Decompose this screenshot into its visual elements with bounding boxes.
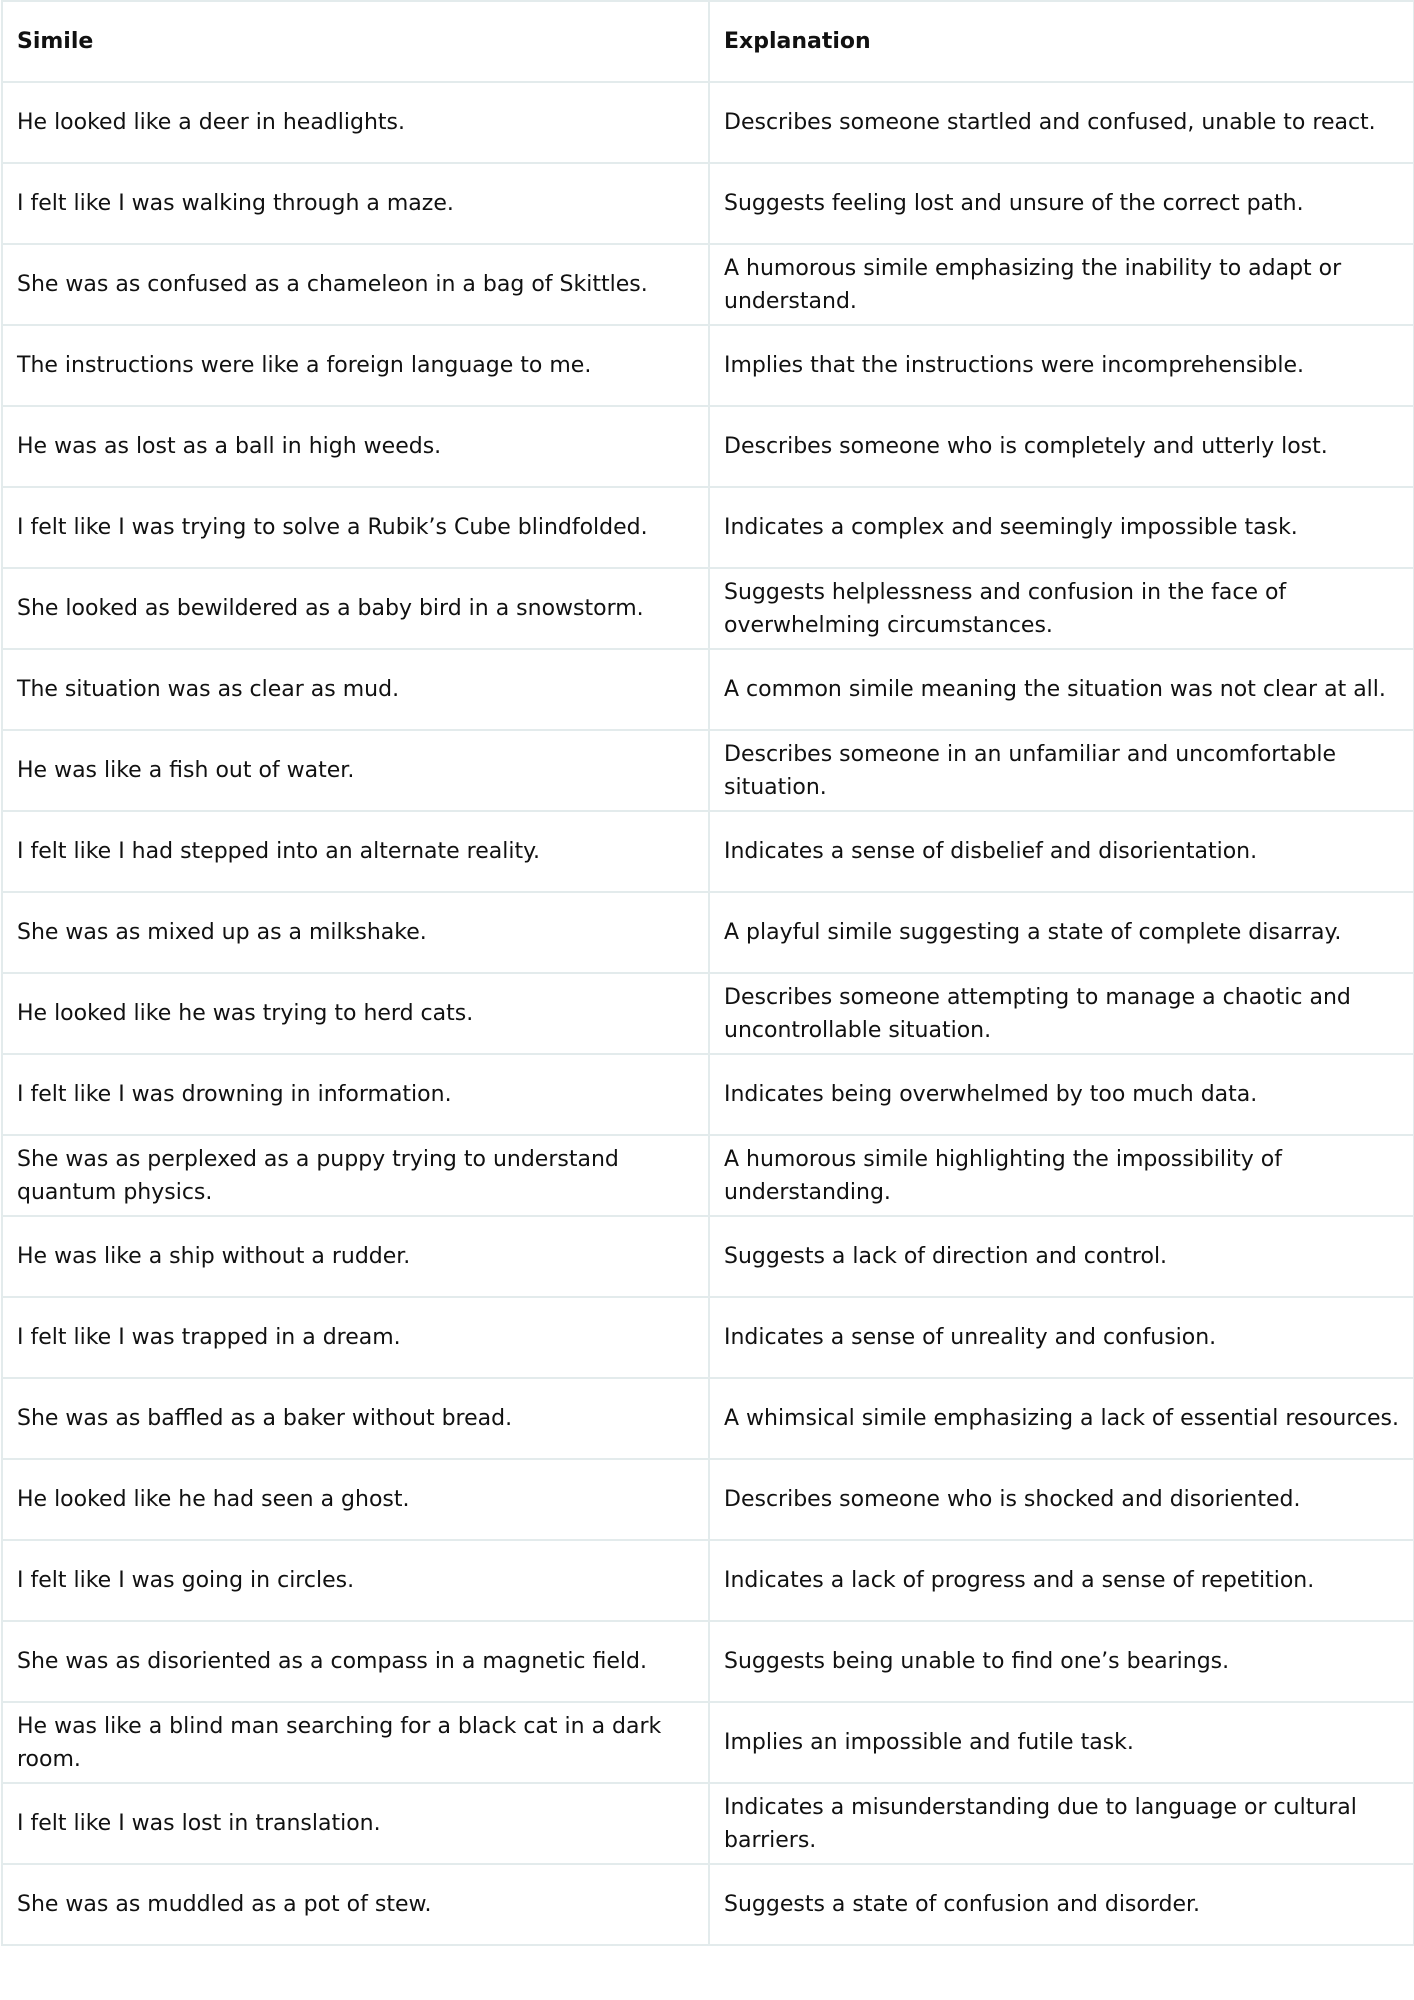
table-row <box>2 1135 1414 1216</box>
simile-cell: He was like a blind man searching for a black cat in a dark room. <box>2 1702 709 1783</box>
simile-cell: The situation was as clear as mud. <box>2 649 709 730</box>
simile-cell: I felt like I was going in circles. <box>2 1540 709 1621</box>
simile-cell: He was like a ship without a rudder. <box>2 1216 709 1297</box>
table-row <box>2 406 1414 487</box>
table-row <box>2 244 1414 325</box>
explanation-cell: Suggests a state of confusion and disorder. <box>709 1864 1414 1945</box>
simile-cell: She was as perplexed as a puppy trying to understand quantum physics. <box>2 1135 709 1216</box>
simile-cell: The instructions were like a foreign language to me. <box>2 325 709 406</box>
table-row <box>2 1783 1414 1864</box>
simile-cell: I felt like I was lost in translation. <box>2 1783 709 1864</box>
header-row <box>2 1 1414 82</box>
explanation-cell: Indicates a sense of disbelief and disorientation. <box>709 811 1414 892</box>
simile-cell: He was as lost as a ball in high weeds. <box>2 406 709 487</box>
explanation-cell: Describes someone in an unfamiliar and uncomfortable situation. <box>709 730 1414 811</box>
simile-cell: He looked like a deer in headlights. <box>2 82 709 163</box>
explanation-cell: Suggests a lack of direction and control. <box>709 1216 1414 1297</box>
simile-cell: She was as mixed up as a milkshake. <box>2 892 709 973</box>
simile-cell: He was like a fish out of water. <box>2 730 709 811</box>
table-row <box>2 1378 1414 1459</box>
table-row <box>2 163 1414 244</box>
table-row <box>2 649 1414 730</box>
simile-cell: I felt like I was drowning in information. <box>2 1054 709 1135</box>
table-row <box>2 82 1414 163</box>
table-row <box>2 892 1414 973</box>
simile-cell: I felt like I had stepped into an alternate reality. <box>2 811 709 892</box>
table-row <box>2 1054 1414 1135</box>
explanation-cell: Indicates being overwhelmed by too much data. <box>709 1054 1414 1135</box>
table-row <box>2 1297 1414 1378</box>
simile-cell: She was as confused as a chameleon in a bag of Skittles. <box>2 244 709 325</box>
explanation-cell: Suggests feeling lost and unsure of the correct path. <box>709 163 1414 244</box>
explanation-cell: Describes someone who is shocked and disoriented. <box>709 1459 1414 1540</box>
explanation-cell: A common simile meaning the situation was not clear at all. <box>709 649 1414 730</box>
simile-cell: I felt like I was walking through a maze. <box>2 163 709 244</box>
table-row <box>2 1216 1414 1297</box>
explanation-cell: Indicates a complex and seemingly impossible task. <box>709 487 1414 568</box>
explanation-cell: Describes someone who is completely and utterly lost. <box>709 406 1414 487</box>
table-row <box>2 1540 1414 1621</box>
explanation-cell: Describes someone startled and confused, unable to react. <box>709 82 1414 163</box>
table-row <box>2 811 1414 892</box>
simile-cell: He looked like he was trying to herd cats. <box>2 973 709 1054</box>
simile-cell: She looked as bewildered as a baby bird in a snowstorm. <box>2 568 709 649</box>
table-row <box>2 973 1414 1054</box>
explanation-cell: A humorous simile emphasizing the inability to adapt or understand. <box>709 244 1414 325</box>
explanation-cell: Suggests being unable to find one’s bearings. <box>709 1621 1414 1702</box>
table-header <box>2 1 1414 82</box>
explanation-cell: A playful simile suggesting a state of complete disarray. <box>709 892 1414 973</box>
explanation-cell: A humorous simile highlighting the impossibility of understanding. <box>709 1135 1414 1216</box>
simile-table <box>1 0 1414 1946</box>
simile-cell: I felt like I was trapped in a dream. <box>2 1297 709 1378</box>
table-row <box>2 487 1414 568</box>
simile-cell: She was as muddled as a pot of stew. <box>2 1864 709 1945</box>
table-row <box>2 730 1414 811</box>
table-row <box>2 568 1414 649</box>
simile-cell: I felt like I was trying to solve a Rubik’s Cube blindfolded. <box>2 487 709 568</box>
simile-cell: He looked like he had seen a ghost. <box>2 1459 709 1540</box>
explanation-cell: Indicates a lack of progress and a sense of repetition. <box>709 1540 1414 1621</box>
explanation-cell: Suggests helplessness and confusion in the face of overwhelming circumstances. <box>709 568 1414 649</box>
explanation-cell: Indicates a misunderstanding due to language or cultural barriers. <box>709 1783 1414 1864</box>
explanation-cell: A whimsical simile emphasizing a lack of essential resources. <box>709 1378 1414 1459</box>
explanation-cell: Implies that the instructions were incomprehensible. <box>709 325 1414 406</box>
header-simile: Simile <box>2 1 709 82</box>
simile-cell: She was as baffled as a baker without bread. <box>2 1378 709 1459</box>
table-body <box>2 82 1414 1945</box>
table-row <box>2 325 1414 406</box>
table-row <box>2 1621 1414 1702</box>
explanation-cell: Implies an impossible and futile task. <box>709 1702 1414 1783</box>
table-row <box>2 1702 1414 1783</box>
explanation-cell: Indicates a sense of unreality and confusion. <box>709 1297 1414 1378</box>
simile-cell: She was as disoriented as a compass in a magnetic field. <box>2 1621 709 1702</box>
explanation-cell: Describes someone attempting to manage a chaotic and uncontrollable situation. <box>709 973 1414 1054</box>
table-row <box>2 1864 1414 1945</box>
header-explanation: Explanation <box>709 1 1414 82</box>
table-row <box>2 1459 1414 1540</box>
